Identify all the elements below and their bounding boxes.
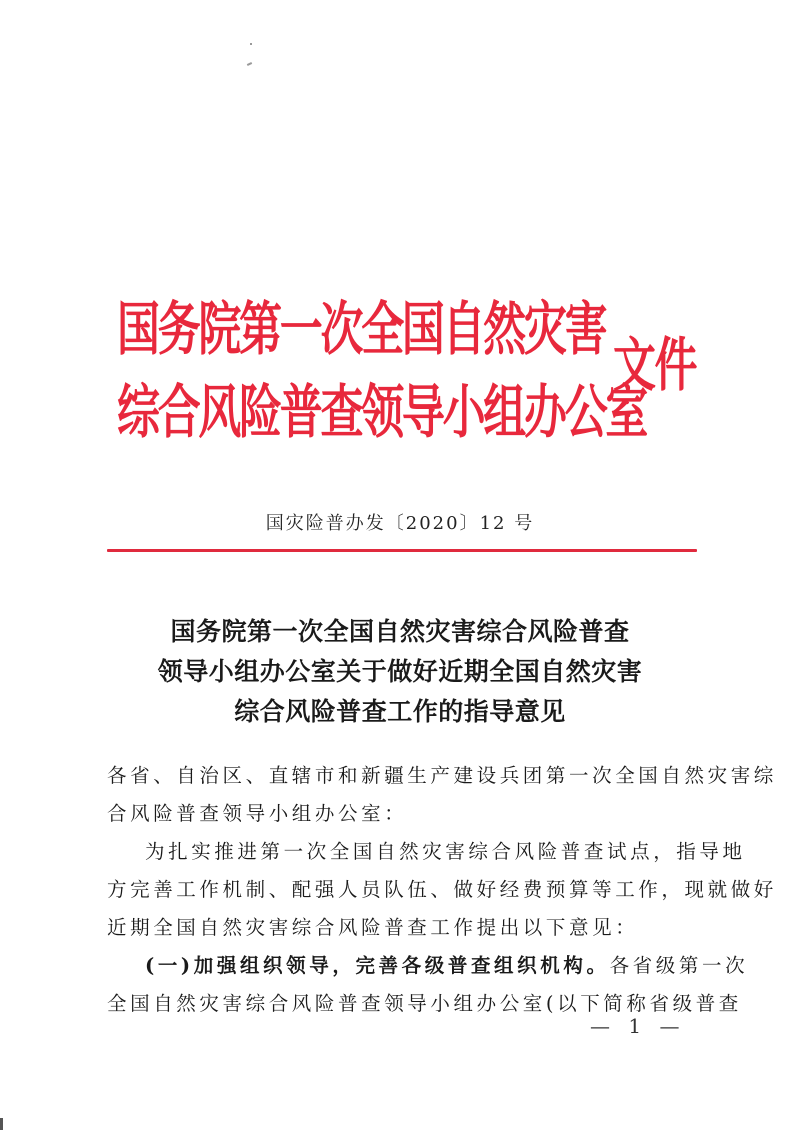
addressee-line-2: 合风险普查领导小组办公室： (107, 802, 408, 825)
section-heading: (一)加强组织领导，完善各级普查组织机构。 (145, 954, 610, 977)
document-number: 国灾险普办发〔2020〕12 号 (265, 513, 535, 534)
addressee-line-1: 各省、自治区、直辖市和新疆生产建设兵团第一次全国自然灾害综 (107, 764, 777, 787)
scan-speck (250, 43, 252, 45)
page-number: — 1 — (590, 1014, 686, 1038)
paragraph-2-line-2: 全国自然灾害综合风险普查领导小组办公室(以下简称省级普查 (107, 992, 742, 1015)
issuer-line-1: 国务院第一次全国自然灾害 (117, 295, 606, 363)
paragraph-1-line-1: 为扎实推进第一次全国自然灾害综合风险普查试点，指导地 (145, 840, 746, 863)
paragraph-1-line-3: 近期全国自然灾害综合风险普查工作提出以下意见： (107, 916, 639, 939)
document-title-line-3: 综合风险普查工作的指导意见 (234, 697, 566, 726)
document-word: 文件 (613, 331, 696, 399)
issuer-line-2: 综合风险普查领导小组办公室 (117, 378, 647, 446)
paragraph-1-line-2: 方完善工作机制、配强人员队伍、做好经费预算等工作，现就做好 (107, 878, 777, 901)
red-divider (107, 549, 697, 552)
paragraph-2-line-1 (145, 950, 749, 978)
scan-speck (247, 62, 252, 66)
paragraph-2-text: 各省级第一次 (609, 954, 749, 977)
document-title-line-2: 领导小组办公室关于做好近期全国自然灾害 (157, 657, 643, 686)
document-title-line-1: 国务院第一次全国自然灾害综合风险普查 (170, 617, 630, 646)
scan-edge-mark (0, 1118, 3, 1130)
